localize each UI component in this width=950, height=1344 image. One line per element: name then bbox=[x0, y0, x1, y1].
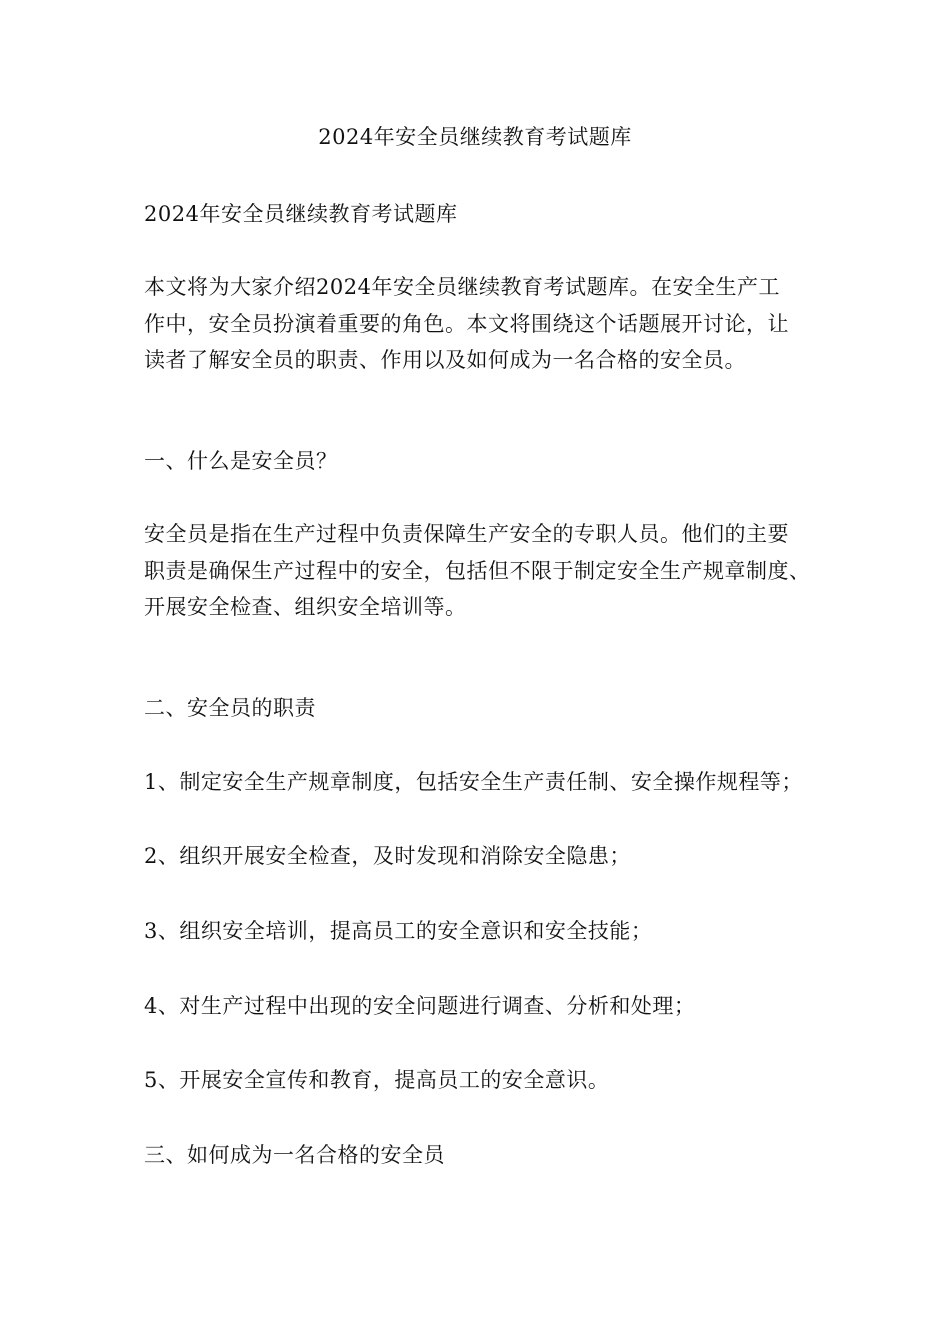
body-line: 安全员是指在生产过程中负责保障生产安全的专职人员。他们的主要 bbox=[144, 522, 789, 546]
intro-paragraph bbox=[144, 269, 824, 379]
list-item: 2、组织开展安全检查，及时发现和消除安全隐患； bbox=[144, 844, 631, 868]
intro-line: 本文将为大家介绍2024年安全员继续教育考试题库。在安全生产工 bbox=[144, 275, 780, 299]
section-what-is-body bbox=[144, 516, 824, 626]
subtitle-text: 2024年安全员继续教育考试题库 bbox=[144, 202, 458, 226]
section-heading-text: 二、安全员的职责 bbox=[144, 696, 316, 720]
document-title: 2024年安全员继续教育考试题库 bbox=[318, 125, 632, 149]
section-heading-qualified bbox=[144, 1137, 824, 1174]
body-line: 职责是确保生产过程中的安全，包括但不限于制定安全生产规章制度、 bbox=[144, 558, 811, 583]
intro-line: 作中，安全员扮演着重要的角色。本文将围绕这个话题展开讨论，让 bbox=[144, 311, 789, 336]
section-heading-text: 三、如何成为一名合格的安全员 bbox=[144, 1143, 445, 1167]
document-subtitle bbox=[144, 196, 824, 233]
duty-item-5 bbox=[144, 1062, 824, 1099]
section-heading-duties bbox=[144, 690, 824, 727]
section-heading-what-is bbox=[144, 443, 824, 480]
intro-line: 读者了解安全员的职责、作用以及如何成为一名合格的安全员。 bbox=[144, 348, 746, 372]
body-line: 开展安全检查、组织安全培训等。 bbox=[144, 595, 467, 619]
duty-item-3 bbox=[144, 913, 824, 950]
list-item: 4、对生产过程中出现的安全问题进行调查、分析和处理； bbox=[144, 994, 696, 1018]
duty-item-1 bbox=[144, 764, 824, 801]
duty-item-4 bbox=[144, 988, 824, 1025]
list-item: 5、开展安全宣传和教育，提高员工的安全意识。 bbox=[144, 1068, 610, 1092]
section-heading-text: 一、什么是安全员？ bbox=[144, 449, 338, 473]
list-item: 3、组织安全培训，提高员工的安全意识和安全技能； bbox=[144, 919, 653, 943]
list-item: 1、制定安全生产规章制度，包括安全生产责任制、安全操作规程等； bbox=[144, 770, 803, 794]
duty-item-2 bbox=[144, 838, 824, 875]
